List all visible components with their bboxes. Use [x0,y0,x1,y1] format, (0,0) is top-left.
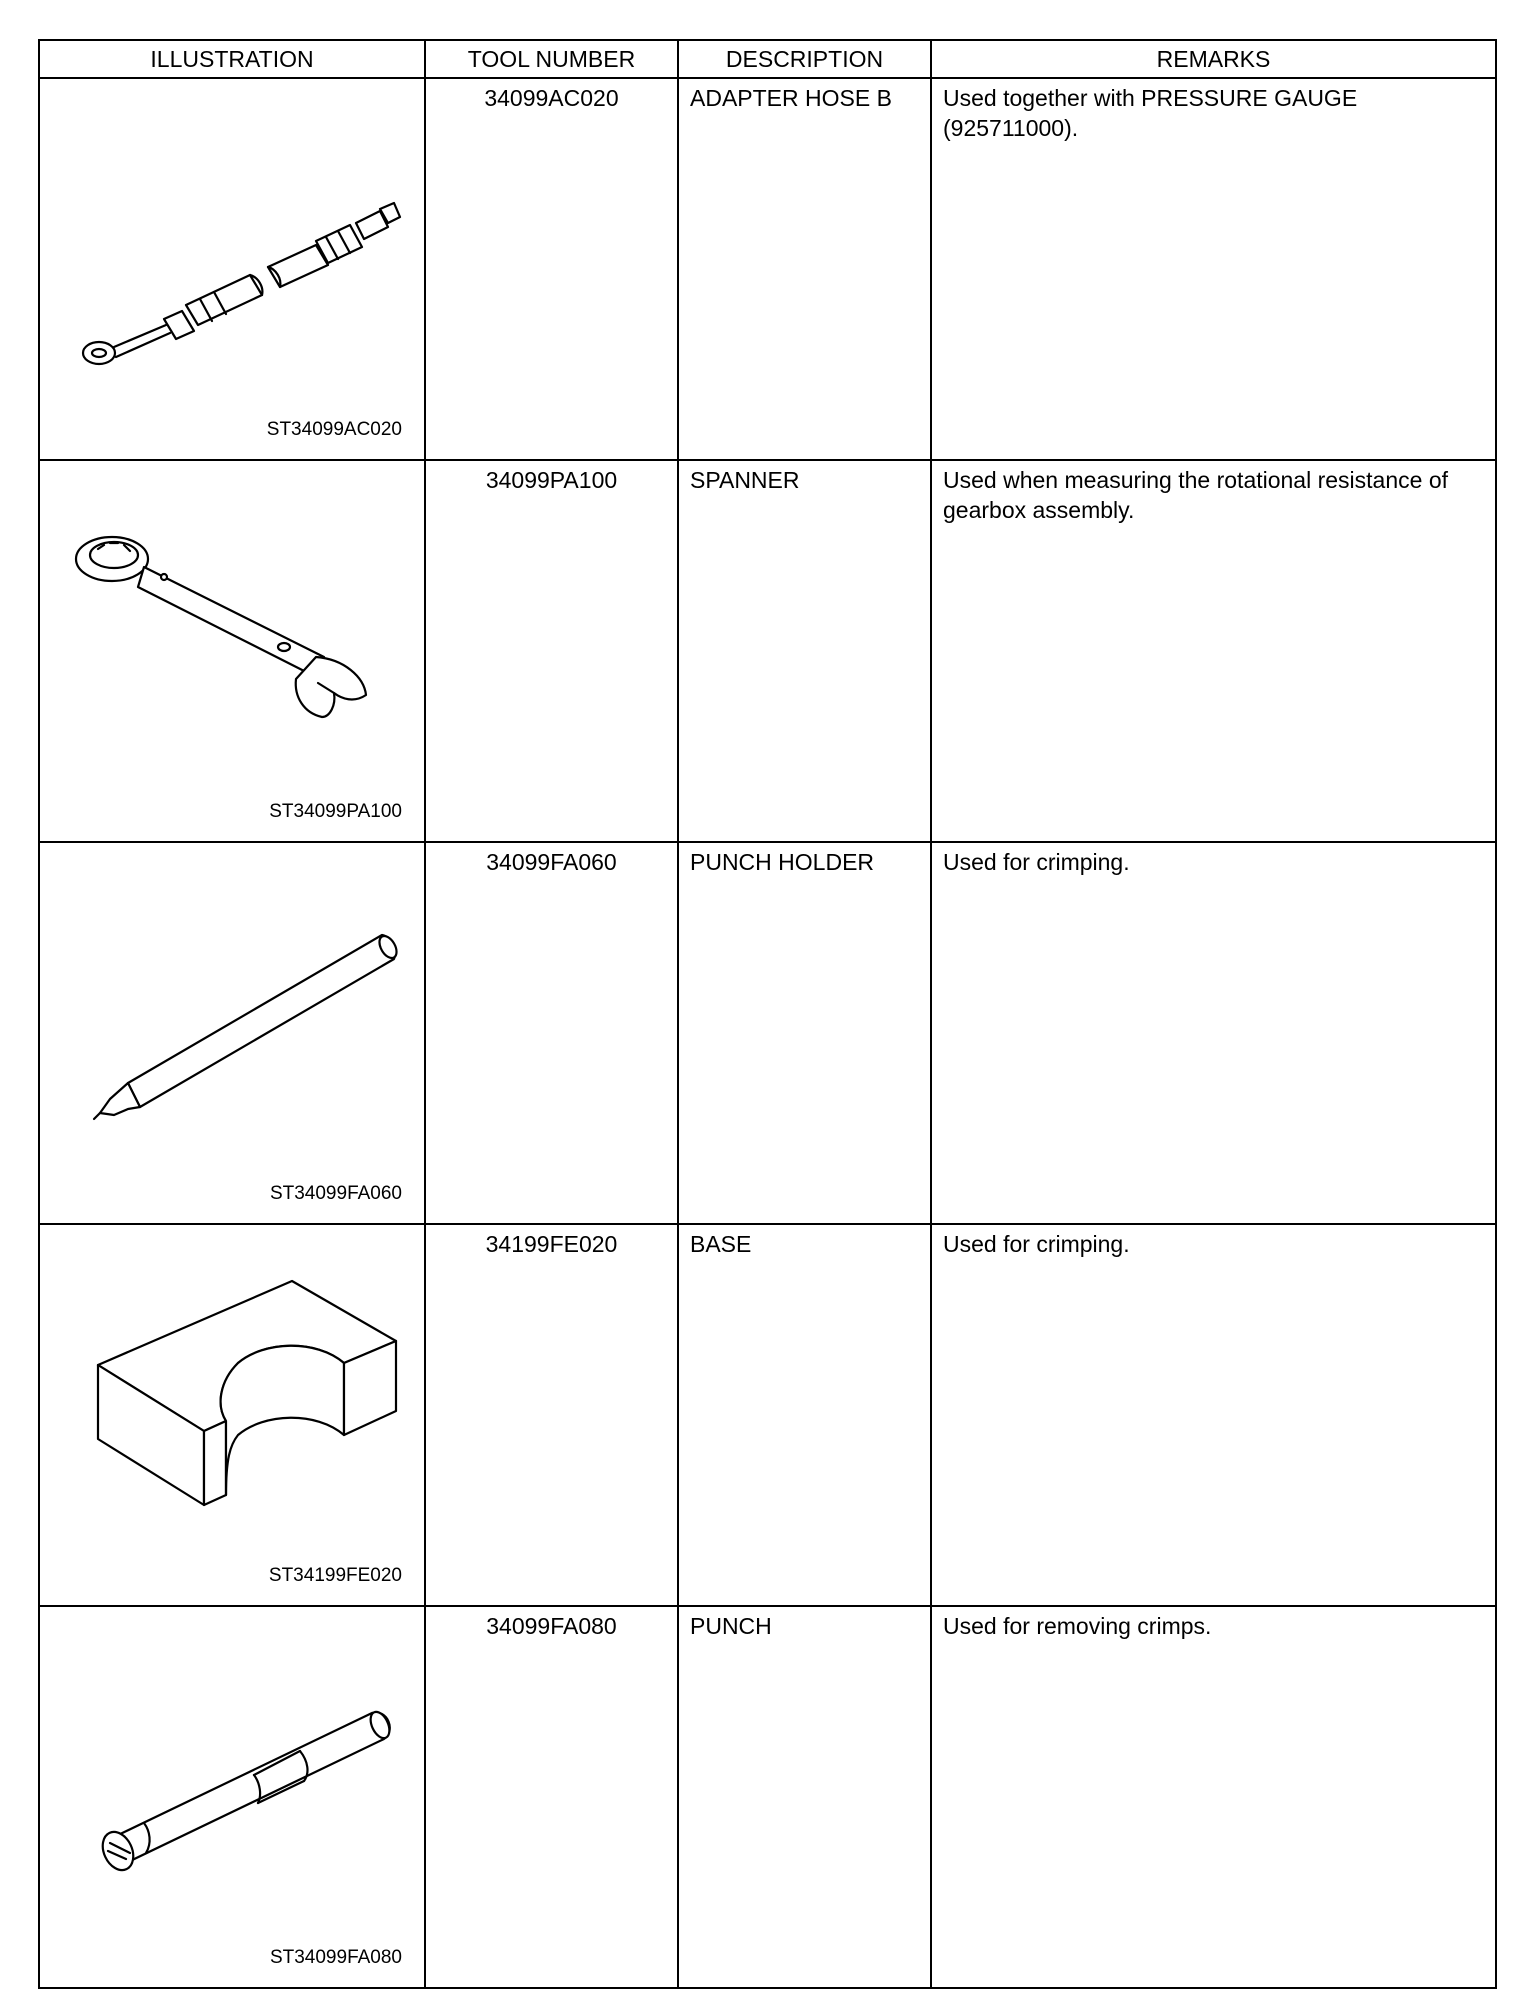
header-remarks: REMARKS [931,40,1496,78]
remarks-cell: Used for crimping. [931,1224,1496,1606]
punch-holder-icon [54,863,420,1173]
illustration-code: ST34099FA060 [269,1183,402,1204]
header-tool-number: TOOL NUMBER [425,40,678,78]
table-row [39,842,1496,1224]
remarks-cell: Used for crimping. [931,842,1496,1224]
tool-number-cell: 34099PA100 [425,460,678,842]
header-description: DESCRIPTION [678,40,931,78]
illustration-cell [39,1606,425,1988]
illustration-code: ST34099AC020 [266,419,402,440]
description-cell: PUNCH HOLDER [678,842,931,1224]
tool-number-cell: 34199FE020 [425,1224,678,1606]
special-tools-table [38,39,1497,1989]
table-header-row [39,40,1496,78]
remarks-cell: Used when measuring the rotational resistance of gearbox assembly. [931,460,1496,842]
description-cell: BASE [678,1224,931,1606]
adapter-hose-icon [54,99,420,409]
base-block-icon [54,1245,420,1555]
table-row [39,460,1496,842]
illustration-code: ST34099PA100 [269,801,402,822]
header-illustration: ILLUSTRATION [39,40,425,78]
description-cell: PUNCH [678,1606,931,1988]
punch-icon [54,1627,420,1937]
tool-number-cell: 34099FA080 [425,1606,678,1988]
tool-number-cell: 34099AC020 [425,78,678,460]
description-cell: SPANNER [678,460,931,842]
table-row [39,1224,1496,1606]
table-row [39,1606,1496,1988]
table-row [39,78,1496,460]
illustration-code: ST34099FA080 [269,1947,402,1968]
illustration-cell [39,78,425,460]
illustration-code: ST34199FE020 [268,1565,402,1586]
tool-number-cell: 34099FA060 [425,842,678,1224]
illustration-cell [39,1224,425,1606]
spanner-icon [54,481,420,791]
remarks-cell: Used for removing crimps. [931,1606,1496,1988]
illustration-cell [39,842,425,1224]
description-cell: ADAPTER HOSE B [678,78,931,460]
illustration-cell [39,460,425,842]
remarks-cell: Used together with PRESSURE GAUGE (925711000). [931,78,1496,460]
